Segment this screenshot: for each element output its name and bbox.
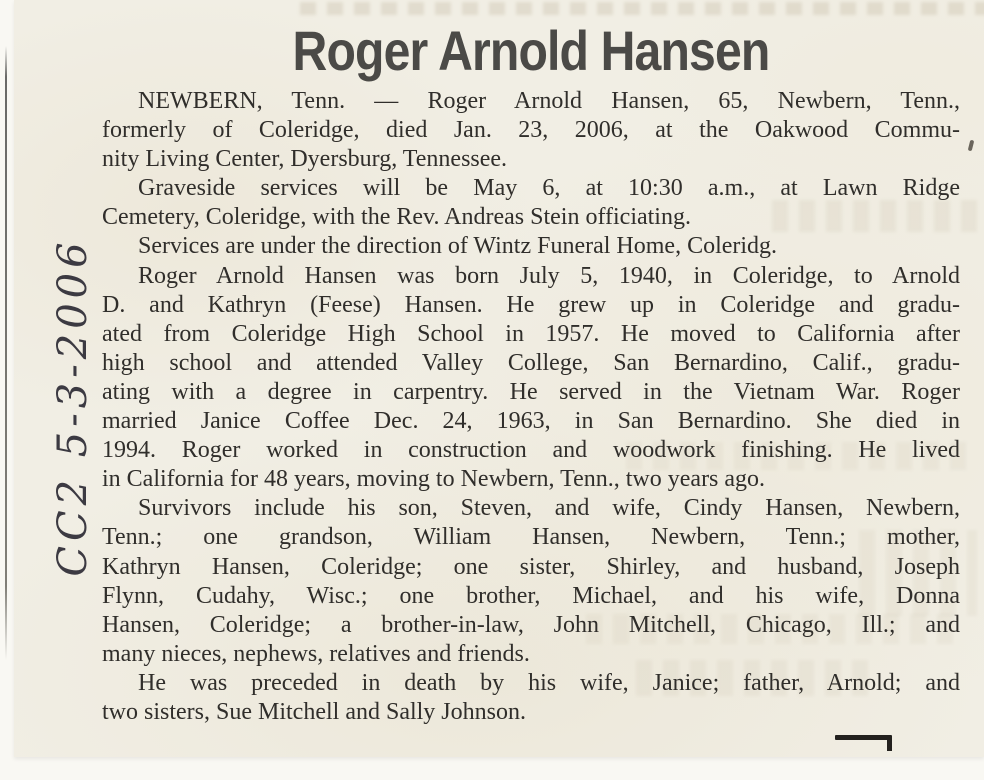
obituary-body (102, 87, 960, 727)
scan-edge-shadow-line (5, 46, 7, 660)
article-line: Tenn.; one grandson, William Hansen, Newbern, Tenn.; mother, (102, 524, 960, 551)
ink-mark-bottom-right-tick (887, 737, 892, 751)
article-line: Flynn, Cudahy, Wisc.; one brother, Michael, and his wife, Donna (102, 582, 960, 609)
obituary-paragraph (102, 494, 960, 669)
article-line: Roger Arnold Hansen was born July 5, 1940, in Coleridge, to Arnold (138, 262, 960, 289)
article-line: Cemetery, Coleridge, with the Rev. Andreas Stein officiating. (102, 204, 691, 231)
article-line: NEWBERN, Tenn. — Roger Arnold Hansen, 65, Newbern, Tenn., (138, 88, 960, 114)
article-line: nity Living Center, Dyersburg, Tennessee. (102, 146, 508, 173)
article-line: many nieces, nephews, relatives and friends. (102, 640, 530, 667)
article-line: married Janice Coffee Dec. 24, 1963, in San Bernardino. She died in (102, 408, 960, 435)
article-line: Hansen, Coleridge; a brother-in-law, John Mitchell, Chicago, Ill.; and (102, 611, 960, 638)
obituary-paragraph (102, 669, 960, 727)
obituary-paragraph (102, 87, 960, 174)
article-line: Graveside services will be May 6, at 10:30 a.m., at Lawn Ridge (138, 175, 960, 202)
article-line: high school and attended Valley College, San Bernardino, Calif., gradu- (102, 349, 960, 376)
article-line: formerly of Coleridge, died Jan. 23, 2006, at the Oakwood Commu- (102, 117, 960, 144)
article-line: He was preceded in death by his wife, Janice; father, Arnold; and (138, 669, 960, 696)
obituary-paragraph (102, 262, 960, 495)
obituary-paragraph (102, 174, 960, 232)
article-line: Services are under the direction of Wintz Funeral Home, Coleridg. (138, 233, 778, 260)
handwritten-date-annotation: CC2 5-3-2006 (50, 237, 96, 577)
article-line: Kathryn Hansen, Coleridge; one sister, Shirley, and husband, Joseph (102, 553, 960, 580)
article-line: ating with a degree in carpentry. He served in the Vietnam War. Roger (102, 378, 960, 405)
article-line: 1994. Roger worked in construction and woodwork finishing. He lived (102, 437, 960, 464)
obituary-headline: Roger Arnold Hansen (292, 19, 770, 82)
article-line: Survivors include his son, Steven, and wife, Cindy Hansen, Newbern, (138, 495, 960, 522)
article-line: D. and Kathryn (Feese) Hansen. He grew up in Coleridge and gradu- (102, 291, 960, 318)
article-line: two sisters, Sue Mitchell and Sally Johnson. (102, 698, 526, 725)
article-line: in California for 48 years, moving to Newbern, Tenn., two years ago. (102, 466, 766, 493)
obituary-paragraph (102, 232, 960, 261)
bleed-through-print (300, 2, 984, 15)
article-line: ated from Coleridge High School in 1957. He moved to California after (102, 320, 960, 347)
ink-mark-bottom-right (835, 735, 892, 740)
